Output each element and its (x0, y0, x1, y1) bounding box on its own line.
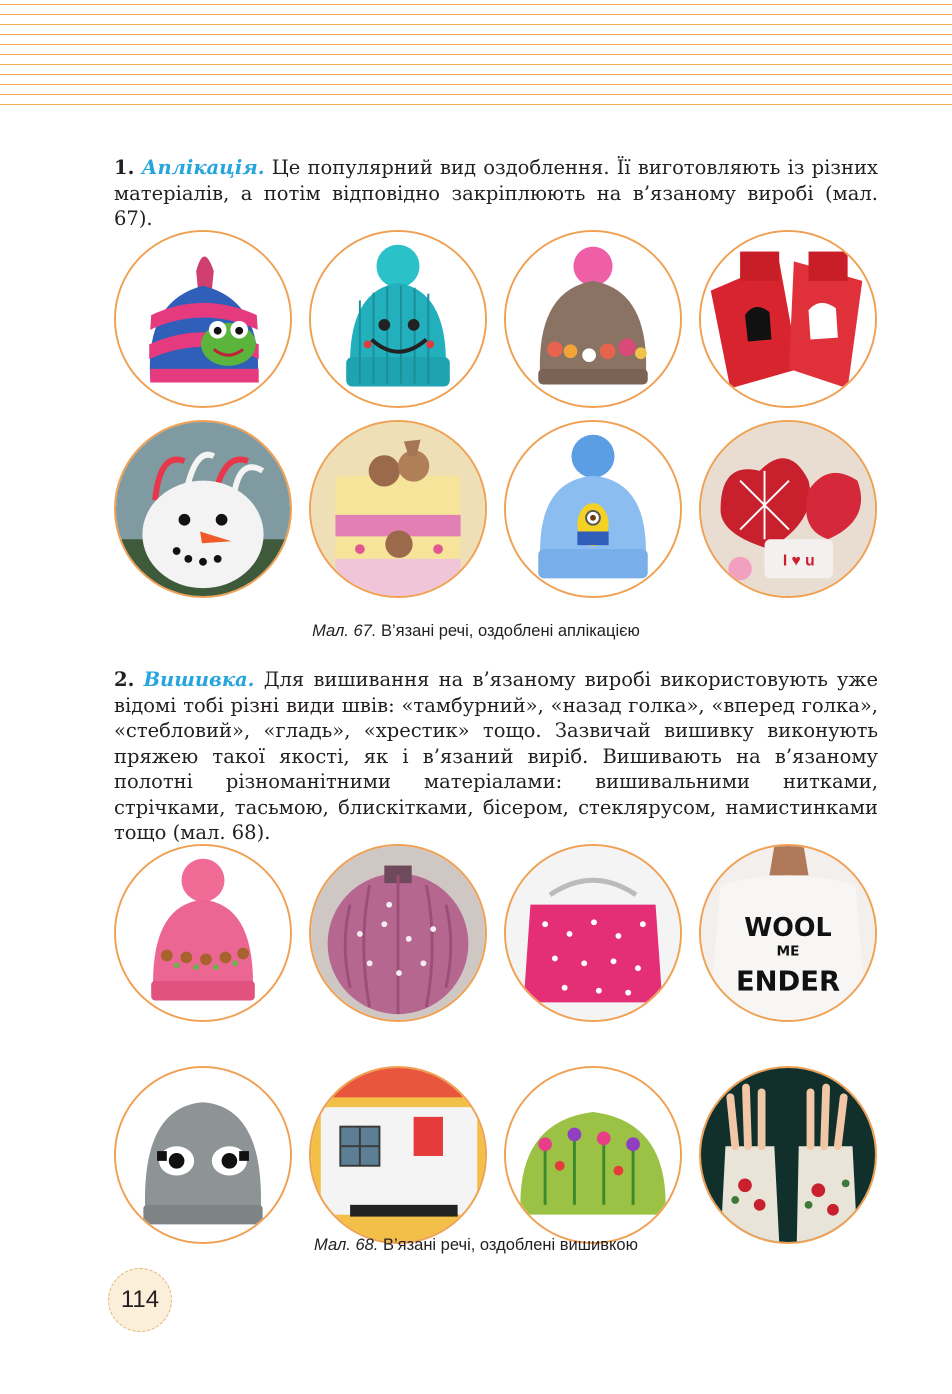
figure-label: Мал. 68. (314, 1236, 379, 1254)
header-decorative-lines (0, 0, 952, 110)
figure-68-caption (0, 1236, 952, 1255)
photo-pouch-bunnies (309, 420, 487, 598)
term-embroidery: Вишивка. (143, 668, 255, 691)
photo-fingerless-gloves-roses (699, 1066, 877, 1244)
figure-67-caption (0, 622, 952, 641)
photo-snowman-candy-bowl (114, 420, 292, 598)
paragraph-text: Для вишивання на в’язаному виробі використовують уже відомі тобі різні види швів: «тамбурний», «назад голка», «вперед голка», «стебловий», «гладь», «хрестик» тощо. Зазвичай вишивку виконують пряжею такої якості, як і в’язаний виріб. Вишивають на в’язаному полотні різноманітними матеріалами: вишивальними нитками, стрічками, тасьмою, блискітками, бісером, стеклярусом, намистинками тощо (мал. 68). (114, 668, 879, 844)
photo-white-sweater-text (699, 844, 877, 1022)
photo-green-case-tulips (504, 1066, 682, 1244)
sweater-line-1: WOOL (744, 911, 832, 942)
photo-pink-purse-beaded (504, 844, 682, 1022)
photo-knitted-hearts (699, 420, 877, 598)
photo-purple-ball-beaded (309, 844, 487, 1022)
photo-striped-hat-frog (114, 230, 292, 408)
paragraph-applique (114, 155, 878, 232)
sweater-line-3: ENDER (735, 966, 841, 998)
section-number: 2. (114, 668, 135, 691)
photo-brown-hat-flowers (504, 230, 682, 408)
photo-turquoise-smiley-hat (309, 230, 487, 408)
figure-caption-text: В’язані речі, оздоблені вишивкою (378, 1236, 638, 1254)
figure-caption-text: В’язані речі, оздоблені аплікацією (376, 622, 640, 640)
photo-grey-hat-eyes (114, 1066, 292, 1244)
section-number: 1. (114, 156, 135, 179)
paragraph-text: Це популярний вид оздоблення. Її виготовляють із різних матеріалів, а потім відповідно закріплюють на в’язаному виробі (мал. 67). (114, 156, 879, 230)
page-number: 114 (120, 1286, 160, 1313)
paragraph-embroidery (114, 667, 878, 846)
heart-print-text: I ♥ u (782, 552, 815, 570)
figure-label: Мал. 67. (312, 622, 377, 640)
sweater-line-2: ME (776, 943, 800, 960)
photo-red-mittens-dogs (699, 230, 877, 408)
photo-tablet-case-house (309, 1066, 487, 1244)
term-applique: Аплікація. (141, 156, 265, 179)
photo-pink-hat-embroidered (114, 844, 292, 1022)
photo-blue-hat-minion (504, 420, 682, 598)
